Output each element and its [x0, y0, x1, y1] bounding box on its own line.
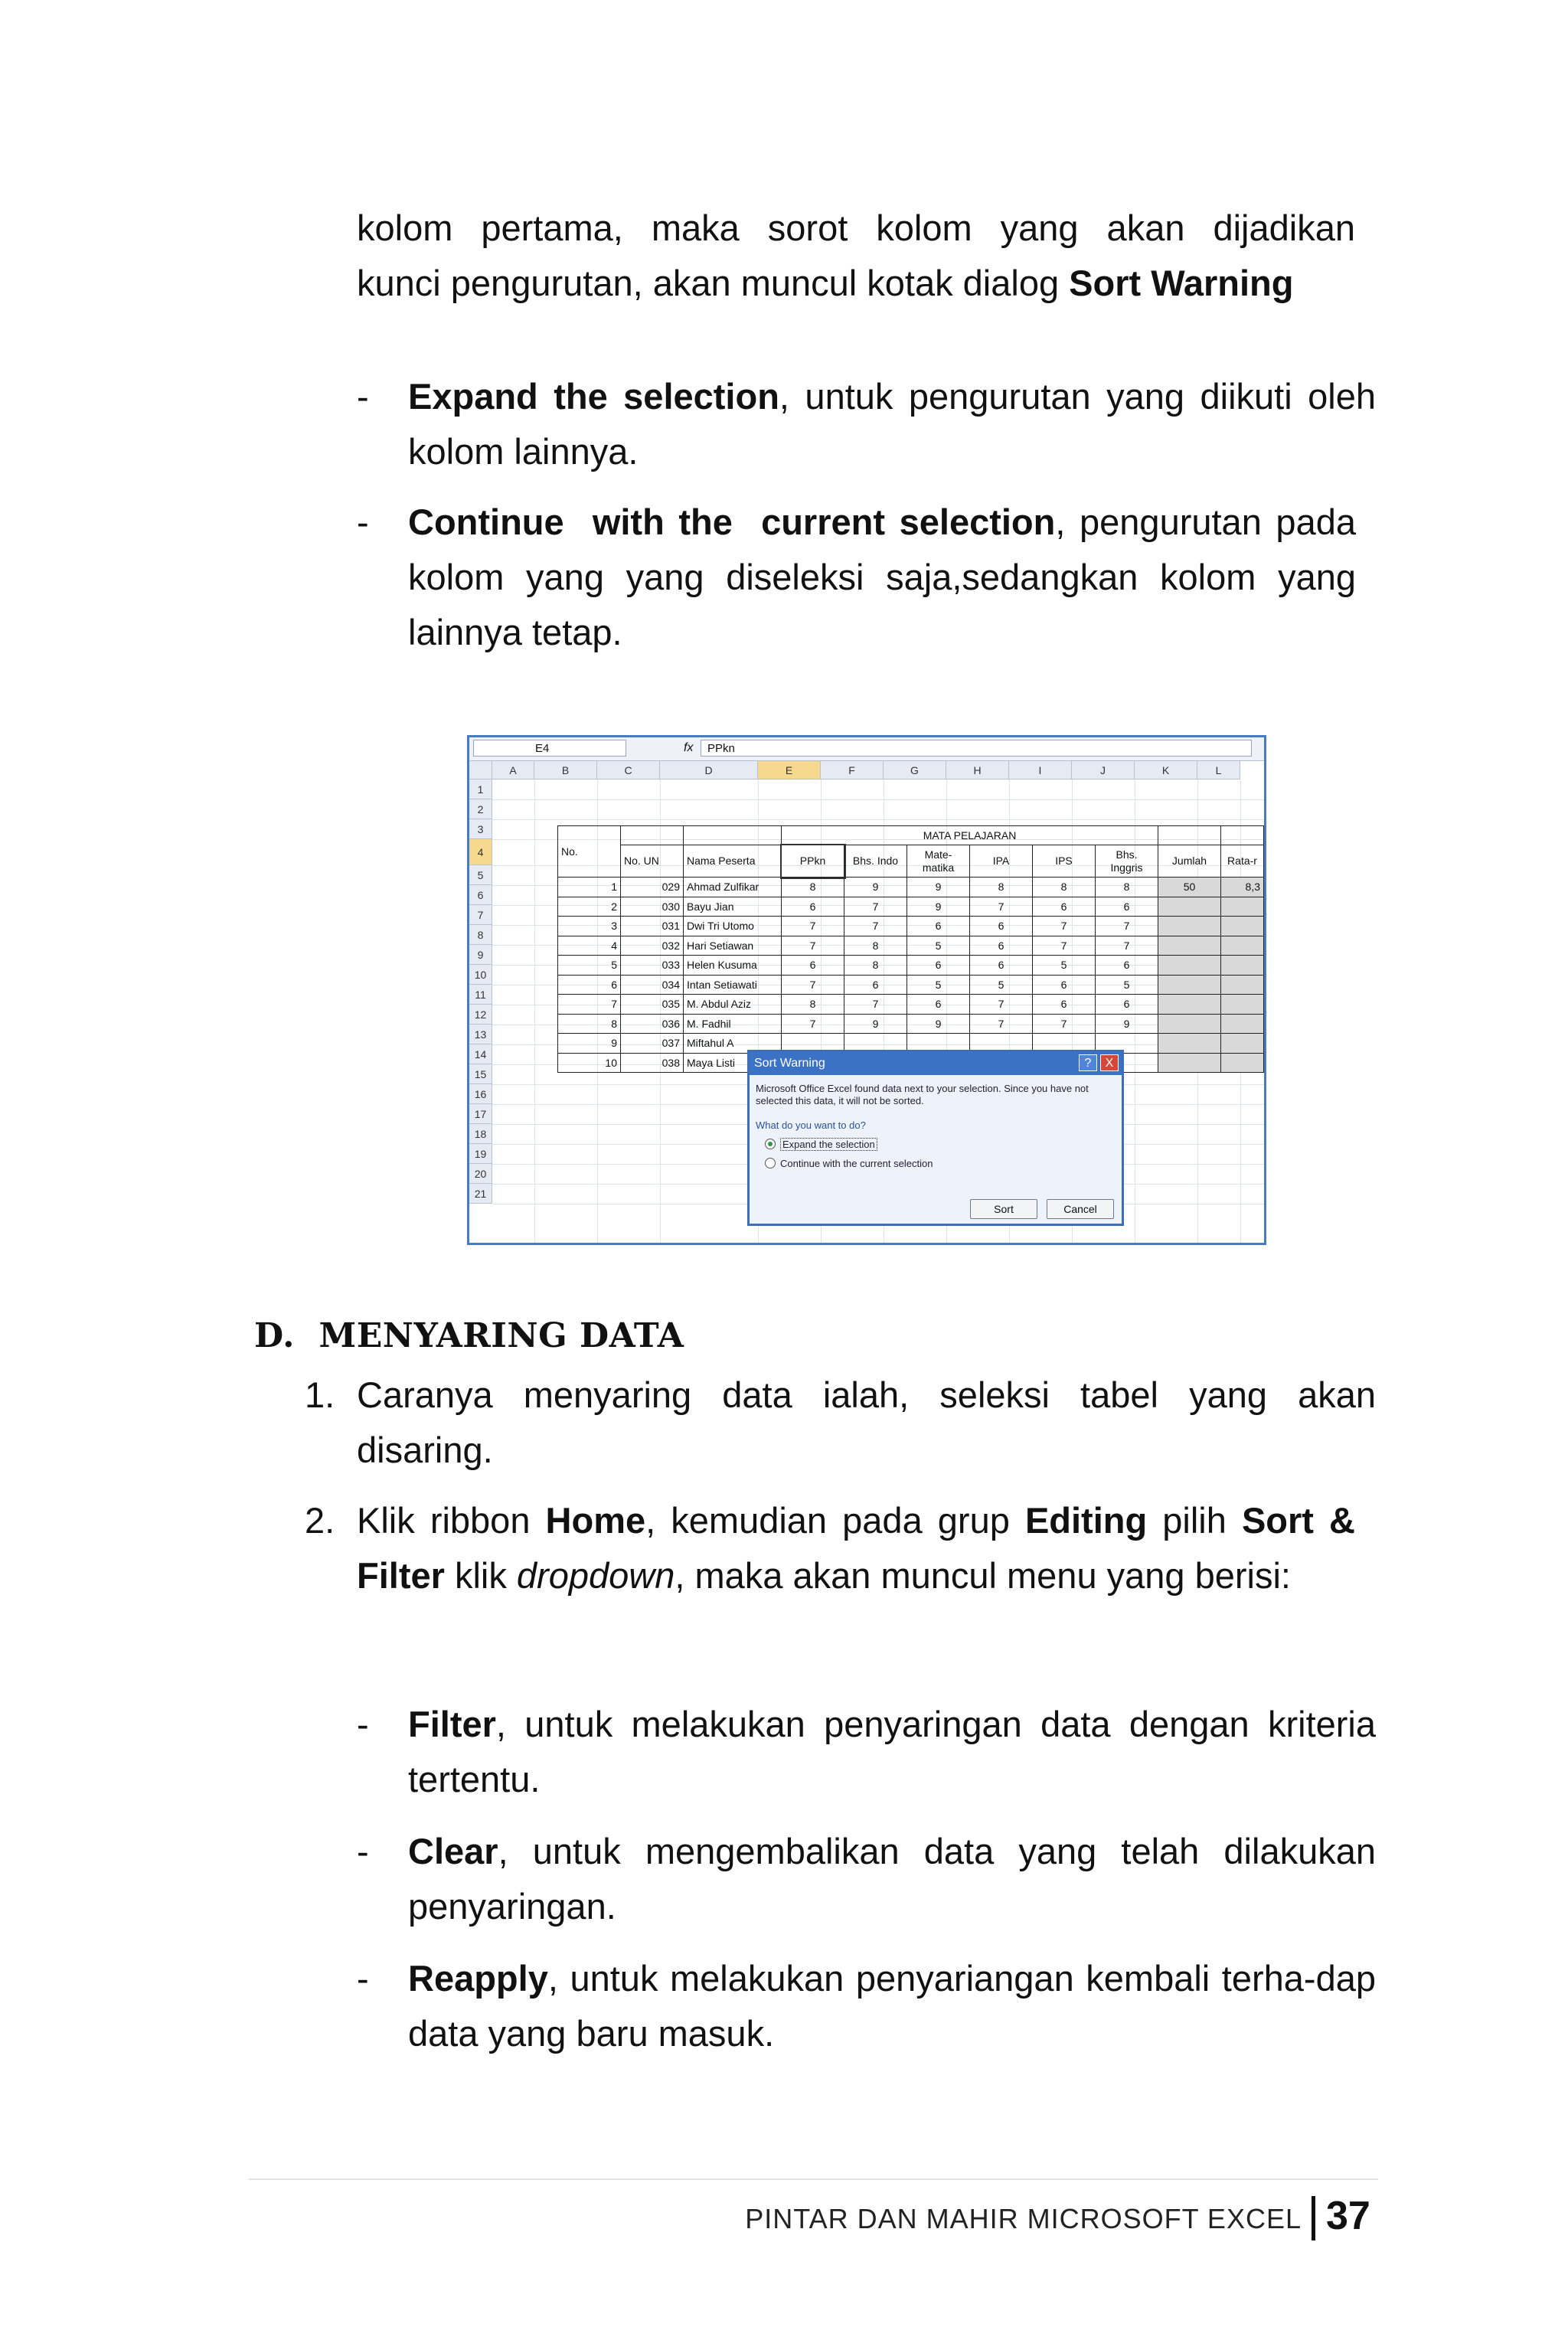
- table-cell[interactable]: 6: [970, 936, 1033, 956]
- table-cell[interactable]: 7: [970, 1014, 1033, 1034]
- table-cell[interactable]: 033: [621, 956, 684, 976]
- table-cell[interactable]: Dwi Tri Utomo: [684, 917, 782, 936]
- table-row: [558, 1014, 1264, 1034]
- intro-sort-warning: Sort Warning: [1069, 263, 1294, 303]
- table-cell[interactable]: M. Fadhil: [684, 1014, 782, 1034]
- header-rata-rata: Rata-r: [1221, 845, 1264, 878]
- row-header-19[interactable]: 19: [469, 1144, 492, 1164]
- filter-option-1-dash: -: [357, 1704, 369, 1744]
- item-1-text: Caranya menyaring data ialah, seleksi tabel yang akan disaring.: [357, 1374, 1376, 1470]
- table-empty-cell: [1221, 826, 1264, 845]
- sort-option-1: [408, 369, 1376, 479]
- column-header-h[interactable]: H: [946, 761, 1009, 779]
- select-all-corner[interactable]: [469, 761, 492, 779]
- row-header-7[interactable]: 7: [469, 905, 492, 925]
- item-2-home: Home: [545, 1500, 646, 1541]
- continue-selection-option[interactable]: [765, 1158, 933, 1169]
- column-header-i[interactable]: I: [1009, 761, 1072, 779]
- header-ips: IPS: [1033, 845, 1096, 878]
- intro-line-2-text: kunci pengurutan, akan muncul kotak dialog: [357, 263, 1070, 303]
- intro-paragraph: [357, 201, 1355, 311]
- filter-option-2-desc: , untuk mengembalikan data yang telah dilakukan penyaringan.: [408, 1831, 1376, 1927]
- item-2-sort-filter: Sort & Filter: [357, 1500, 1355, 1596]
- table-cell[interactable]: M. Abdul Aziz: [684, 995, 782, 1015]
- table-cell[interactable]: [1221, 1014, 1264, 1034]
- table-cell[interactable]: 6: [1096, 897, 1158, 917]
- row-header-6[interactable]: 6: [469, 885, 492, 905]
- item-2-t3: pilih: [1147, 1500, 1242, 1541]
- row-header-15[interactable]: 15: [469, 1064, 492, 1084]
- table-cell[interactable]: 8: [844, 956, 907, 976]
- radio-unchecked-icon[interactable]: [765, 1158, 776, 1168]
- table-cell[interactable]: 035: [621, 995, 684, 1015]
- item-2-t2: , kemudian pada grup: [645, 1500, 1025, 1541]
- row-header-20[interactable]: 20: [469, 1164, 492, 1184]
- table-cell[interactable]: 9: [1096, 1014, 1158, 1034]
- table-cell[interactable]: 6: [1096, 995, 1158, 1015]
- table-cell[interactable]: 9: [844, 878, 907, 897]
- column-header-j[interactable]: J: [1072, 761, 1135, 779]
- filter-option-3-title: Reapply: [408, 1958, 548, 1999]
- item-2-text: [357, 1493, 1355, 1603]
- footer-title: PINTAR DAN MAHIR MICROSOFT EXCEL: [745, 2203, 1302, 2234]
- table-cell[interactable]: 7: [782, 936, 844, 956]
- table-cell[interactable]: [1158, 917, 1221, 936]
- table-header-row: [558, 845, 1264, 878]
- table-cell[interactable]: 7: [1096, 936, 1158, 956]
- table-cell[interactable]: 5: [907, 975, 970, 995]
- section-heading: D. MENYARING DATA: [254, 1316, 684, 1355]
- name-box[interactable]: E4: [473, 740, 626, 757]
- table-cell[interactable]: 7: [844, 917, 907, 936]
- row-header-21[interactable]: 21: [469, 1184, 492, 1204]
- table-row: [558, 956, 1264, 976]
- help-icon[interactable]: ?: [1079, 1054, 1097, 1071]
- gridline-vertical: [534, 779, 535, 1243]
- table-cell[interactable]: [1158, 956, 1221, 976]
- column-header-a[interactable]: A: [492, 761, 534, 779]
- table-row: [558, 975, 1264, 995]
- table-cell[interactable]: 7: [1033, 917, 1096, 936]
- table-cell[interactable]: [1221, 1034, 1264, 1054]
- table-cell[interactable]: 7: [1033, 1014, 1096, 1034]
- table-cell[interactable]: 4: [558, 936, 621, 956]
- table-body: [558, 878, 1264, 1073]
- table-cell[interactable]: 6: [907, 995, 970, 1015]
- table-cell[interactable]: 50: [1158, 878, 1221, 897]
- table-cell[interactable]: 3: [558, 917, 621, 936]
- expand-selection-option[interactable]: [765, 1139, 877, 1150]
- table-cell[interactable]: 9: [558, 1034, 621, 1054]
- filter-option-1-desc: , untuk melakukan penyaringan data dengan kriteria tertentu.: [408, 1704, 1376, 1799]
- table-cell[interactable]: [1158, 1014, 1221, 1034]
- sort-option-1-title: Expand the selection: [408, 376, 779, 417]
- table-cell[interactable]: [1221, 936, 1264, 956]
- close-icon[interactable]: X: [1100, 1054, 1119, 1071]
- table-cell[interactable]: 030: [621, 897, 684, 917]
- table-cell[interactable]: Bayu Jian: [684, 897, 782, 917]
- fx-icon[interactable]: fx: [684, 741, 694, 754]
- dialog-question: What do you want to do?: [756, 1119, 866, 1131]
- mata-pelajaran-header: MATA PELAJARAN: [782, 826, 1158, 845]
- header-ppkn: PPkn: [782, 845, 844, 878]
- table-cell[interactable]: Helen Kusuma: [684, 956, 782, 976]
- sort-option-2: [408, 495, 1356, 660]
- table-row: [558, 995, 1264, 1015]
- item-2-t1: Klik ribbon: [357, 1500, 546, 1541]
- formula-bar: [469, 737, 1264, 761]
- table-row: [558, 878, 1264, 897]
- table-cell[interactable]: 8: [558, 1014, 621, 1034]
- filter-option-3-dash: -: [357, 1958, 369, 1999]
- table-cell[interactable]: [1221, 995, 1264, 1015]
- table-cell[interactable]: 6: [970, 917, 1033, 936]
- sort-option-2-title: Continue with the current selection: [408, 502, 1056, 542]
- filter-option-1-title: Filter: [408, 1704, 496, 1744]
- table-empty-cell: [621, 826, 684, 845]
- row-header-16[interactable]: 16: [469, 1084, 492, 1104]
- continue-selection-label: Continue with the current selection: [780, 1158, 933, 1169]
- table-cell[interactable]: 6: [558, 975, 621, 995]
- filter-option-1: [408, 1697, 1376, 1807]
- intro-line-2: [357, 256, 1355, 311]
- table-cell[interactable]: [1221, 897, 1264, 917]
- table-cell[interactable]: 6: [1096, 956, 1158, 976]
- gridline-horizontal: [492, 799, 1266, 800]
- table-cell[interactable]: [1158, 995, 1221, 1015]
- table-empty-cell: [1158, 826, 1221, 845]
- sort-button[interactable]: Sort: [970, 1199, 1037, 1219]
- table-cell[interactable]: 029: [621, 878, 684, 897]
- table-cell[interactable]: Miftahul A: [684, 1034, 782, 1054]
- table-cell[interactable]: 8: [1096, 878, 1158, 897]
- sort-warning-dialog: [747, 1050, 1124, 1226]
- row-header-13[interactable]: 13: [469, 1025, 492, 1044]
- sort-option-1-desc: , untuk pengurutan yang diikuti oleh kolom lainnya.: [408, 376, 1376, 472]
- row-header-12[interactable]: 12: [469, 1005, 492, 1025]
- column-header-e[interactable]: E: [758, 761, 821, 779]
- table-cell[interactable]: 6: [1033, 975, 1096, 995]
- item-2-t5: , maka akan muncul menu yang berisi:: [675, 1555, 1291, 1596]
- table-cell[interactable]: 7: [782, 917, 844, 936]
- row-header-2[interactable]: 2: [469, 799, 492, 819]
- table-cell[interactable]: 7: [1033, 936, 1096, 956]
- table-cell[interactable]: [1221, 917, 1264, 936]
- header-bhs-indo: Bhs. Indo: [844, 845, 907, 878]
- table-cell[interactable]: [1221, 1053, 1264, 1073]
- header-jumlah: Jumlah: [1158, 845, 1221, 878]
- table-cell[interactable]: 6: [970, 956, 1033, 976]
- table-cell[interactable]: [1158, 1034, 1221, 1054]
- table-cell[interactable]: 2: [558, 897, 621, 917]
- header-nama-peserta: Nama Peserta: [684, 845, 782, 878]
- header-bhs-inggris: Bhs. Inggris: [1096, 845, 1158, 878]
- table-cell[interactable]: 7: [844, 897, 907, 917]
- intro-line-1: kolom pertama, maka sorot kolom yang akan dijadikan: [357, 208, 1355, 248]
- excel-screenshot: [467, 735, 1266, 1245]
- formula-input[interactable]: PPkn: [701, 740, 1252, 757]
- table-cell[interactable]: 5: [970, 975, 1033, 995]
- table-cell[interactable]: 5: [1096, 975, 1158, 995]
- footer-divider: [249, 2178, 1378, 2180]
- table-cell[interactable]: 6: [907, 956, 970, 976]
- table-cell[interactable]: 7: [970, 897, 1033, 917]
- column-header-d[interactable]: D: [660, 761, 758, 779]
- table-row: [558, 897, 1264, 917]
- table-cell[interactable]: 5: [907, 936, 970, 956]
- column-header-c[interactable]: C: [597, 761, 660, 779]
- dialog-title: Sort Warning: [750, 1052, 1122, 1075]
- item-2-t4: klik: [444, 1555, 517, 1596]
- table-cell[interactable]: 8: [970, 878, 1033, 897]
- row-header-8[interactable]: 8: [469, 925, 492, 945]
- table-cell[interactable]: 1: [558, 878, 621, 897]
- expand-selection-label: Expand the selection: [780, 1138, 877, 1151]
- row-header-5[interactable]: 5: [469, 865, 492, 885]
- cancel-button[interactable]: Cancel: [1047, 1199, 1114, 1219]
- item-2-number: 2.: [305, 1500, 335, 1541]
- table-cell[interactable]: 8: [782, 995, 844, 1015]
- row-header-4[interactable]: 4: [469, 839, 492, 865]
- table-cell[interactable]: [1158, 936, 1221, 956]
- table-cell[interactable]: 8,3: [1221, 878, 1264, 897]
- filter-option-2: [408, 1824, 1376, 1934]
- row-header-14[interactable]: 14: [469, 1044, 492, 1064]
- column-header-f[interactable]: F: [821, 761, 884, 779]
- filter-option-3-desc: , untuk melakukan penyariangan kembali terha-dap data yang baru masuk.: [408, 1958, 1376, 2054]
- table-cell[interactable]: 6: [1033, 995, 1096, 1015]
- table-cell[interactable]: 6: [844, 975, 907, 995]
- table-cell[interactable]: 6: [782, 956, 844, 976]
- page-number: 37: [1326, 2194, 1370, 2238]
- table-cell[interactable]: [1221, 975, 1264, 995]
- table-group-row: [558, 826, 1264, 845]
- row-header-17[interactable]: 17: [469, 1104, 492, 1124]
- header-no-un: No. UN: [621, 845, 684, 878]
- table-cell[interactable]: [1158, 1053, 1221, 1073]
- table-cell[interactable]: 7: [844, 995, 907, 1015]
- table-cell[interactable]: 5: [558, 956, 621, 976]
- table-cell[interactable]: 8: [782, 878, 844, 897]
- column-header-b[interactable]: B: [534, 761, 597, 779]
- table-cell[interactable]: 8: [844, 936, 907, 956]
- table-cell[interactable]: 034: [621, 975, 684, 995]
- row-header-9[interactable]: 9: [469, 945, 492, 965]
- table-cell[interactable]: Ahmad Zulfikar: [684, 878, 782, 897]
- row-header-18[interactable]: 18: [469, 1124, 492, 1144]
- row-header-10[interactable]: 10: [469, 965, 492, 985]
- table-cell[interactable]: [1158, 897, 1221, 917]
- table-cell[interactable]: 9: [844, 1014, 907, 1034]
- column-header-g[interactable]: G: [884, 761, 946, 779]
- sort-option-1-dash: -: [357, 376, 369, 417]
- table-cell[interactable]: 9: [907, 897, 970, 917]
- table-cell[interactable]: 6: [782, 897, 844, 917]
- item-2-editing: Editing: [1024, 1500, 1148, 1541]
- column-header-l[interactable]: L: [1197, 761, 1240, 779]
- table-cell[interactable]: 6: [907, 917, 970, 936]
- radio-checked-icon[interactable]: [765, 1139, 776, 1149]
- table-cell[interactable]: Maya Listi: [684, 1053, 782, 1073]
- header-matematika: Mate-matika: [907, 845, 970, 878]
- filter-option-3: [408, 1951, 1376, 2061]
- table-cell[interactable]: 7: [782, 1014, 844, 1034]
- table-cell[interactable]: 7: [970, 995, 1033, 1015]
- table-cell[interactable]: 032: [621, 936, 684, 956]
- header-ipa: IPA: [970, 845, 1033, 878]
- table-cell[interactable]: [1221, 956, 1264, 976]
- table-cell[interactable]: [1158, 975, 1221, 995]
- table-cell[interactable]: 7: [558, 995, 621, 1015]
- sort-option-2-dash: -: [357, 502, 369, 542]
- table-cell[interactable]: 7: [1096, 917, 1158, 936]
- table-cell[interactable]: Hari Setiawan: [684, 936, 782, 956]
- table-cell[interactable]: 10: [558, 1053, 621, 1073]
- table-empty-cell: [684, 826, 782, 845]
- table-cell[interactable]: 6: [1033, 897, 1096, 917]
- sort-option-2-desc: , pengurutan pada kolom yang yang diseleksi saja,sedangkan kolom yang lainnya tetap.: [408, 502, 1356, 652]
- item-2-dropdown: dropdown: [516, 1555, 675, 1596]
- table-cell[interactable]: 037: [621, 1034, 684, 1054]
- table-cell[interactable]: 5: [1033, 956, 1096, 976]
- student-grades-table: [557, 825, 1264, 1073]
- table-cell[interactable]: 8: [1033, 878, 1096, 897]
- gridline-horizontal: [492, 819, 1266, 820]
- table-cell[interactable]: 7: [782, 975, 844, 995]
- table-row: [558, 936, 1264, 956]
- footer-separator: [1312, 2196, 1315, 2240]
- table-cell[interactable]: 9: [907, 1014, 970, 1034]
- table-cell[interactable]: Intan Setiawati: [684, 975, 782, 995]
- table-cell[interactable]: 038: [621, 1053, 684, 1073]
- row-header-3[interactable]: 3: [469, 819, 492, 839]
- row-header-11[interactable]: 11: [469, 985, 492, 1005]
- filter-option-2-dash: -: [357, 1831, 369, 1871]
- column-header-k[interactable]: K: [1135, 761, 1197, 779]
- table-row: [558, 917, 1264, 936]
- table-cell[interactable]: 9: [907, 878, 970, 897]
- table-cell[interactable]: 036: [621, 1014, 684, 1034]
- table-cell[interactable]: 031: [621, 917, 684, 936]
- header-no: No.: [558, 826, 621, 878]
- filter-option-2-title: Clear: [408, 1831, 498, 1871]
- dialog-message: Microsoft Office Excel found data next to your selection. Since you have not selected this data, it will not be sorted.: [756, 1083, 1089, 1106]
- row-header-1[interactable]: 1: [469, 779, 492, 799]
- item-1-number: 1.: [305, 1374, 335, 1415]
